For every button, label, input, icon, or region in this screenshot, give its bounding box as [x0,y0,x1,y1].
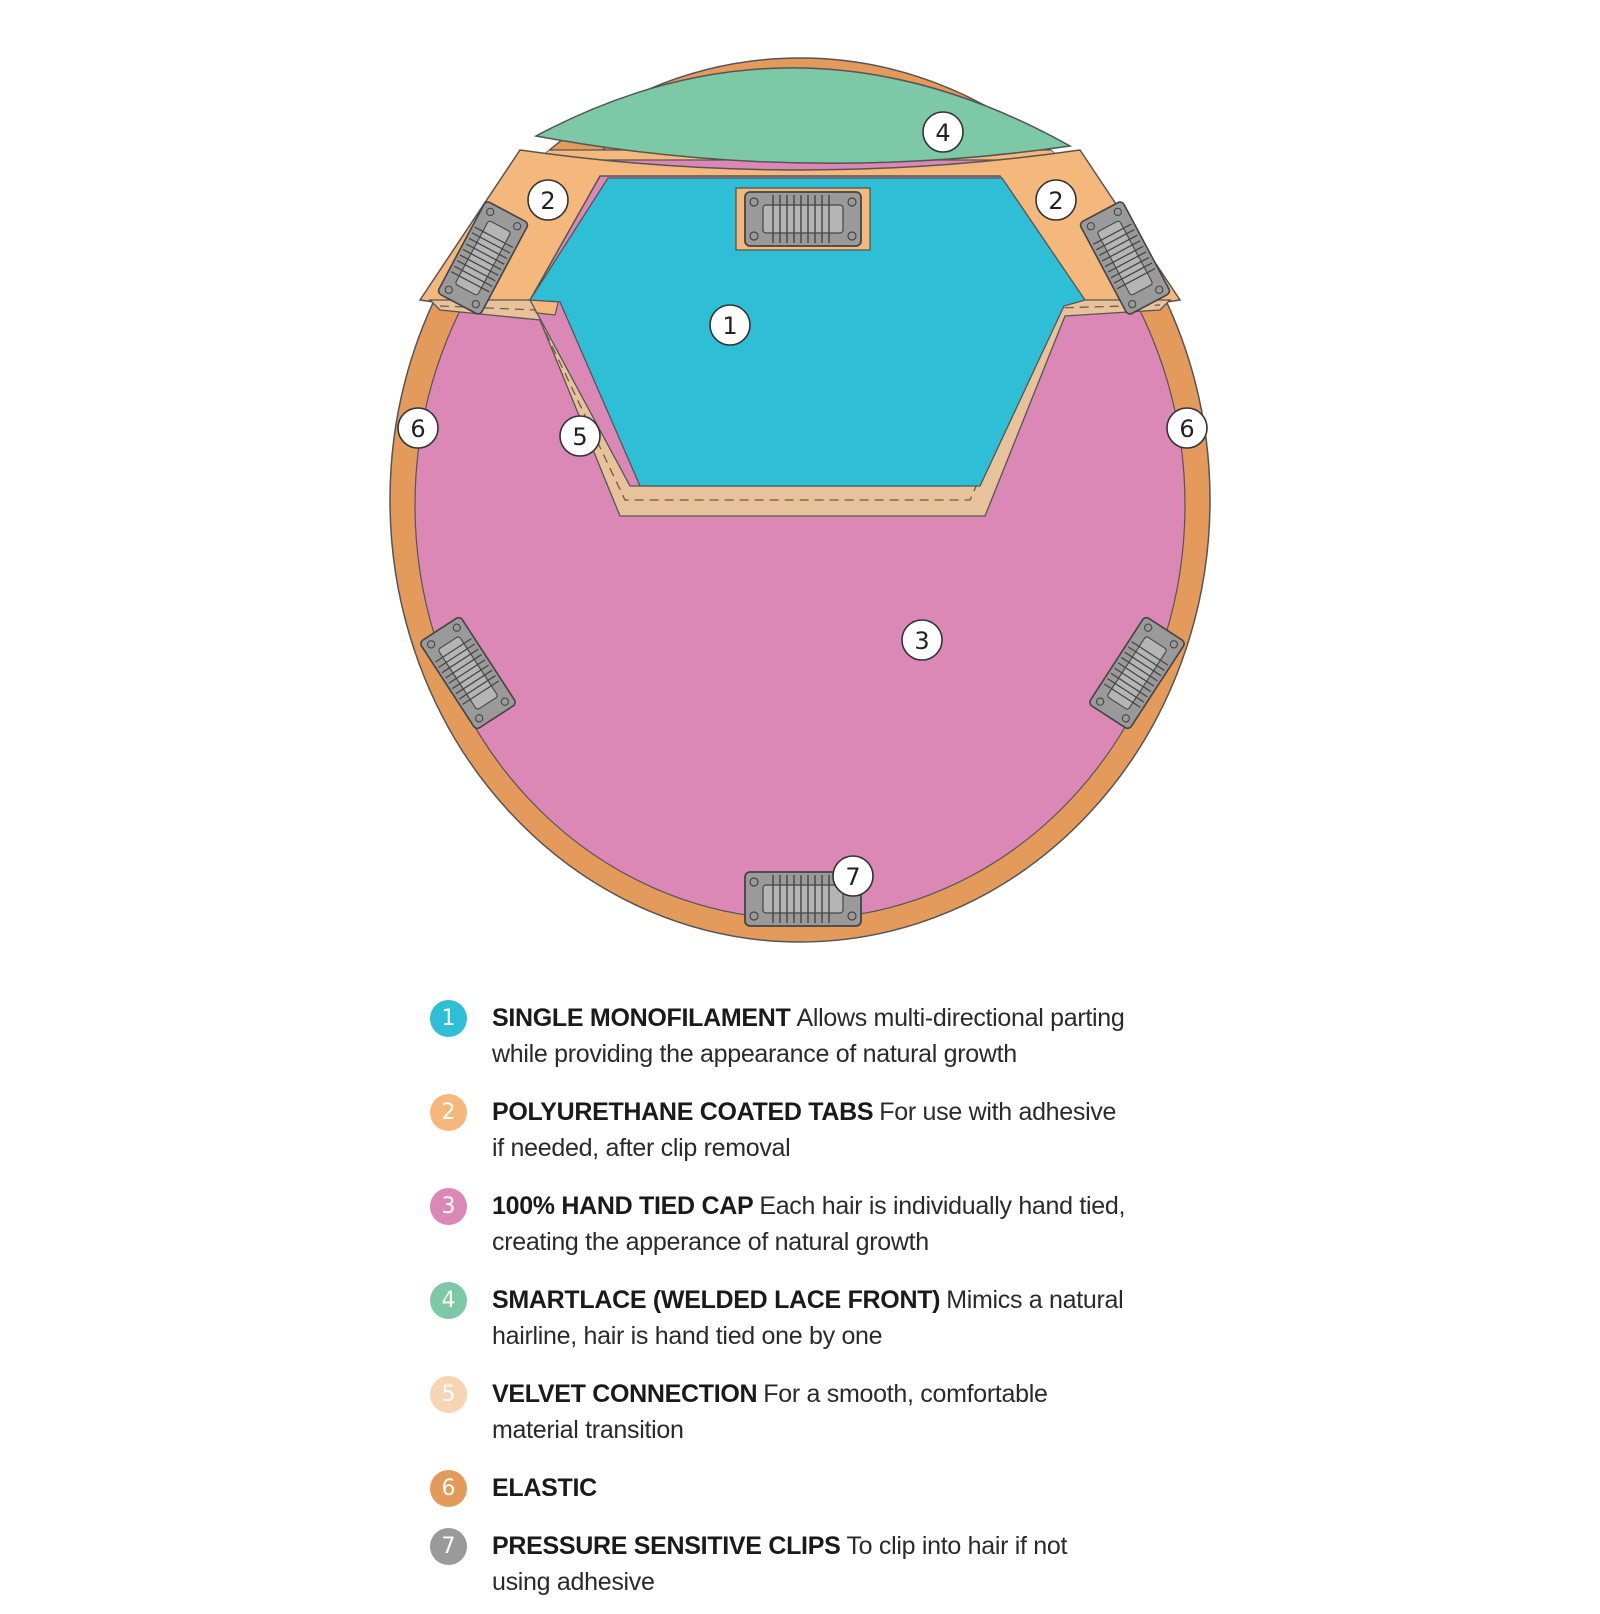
legend-desc-line1: To clip into hair if not [846,1532,1068,1560]
legend-item-hand-tied [430,1188,1210,1260]
legend-text [492,1094,1210,1166]
legend-item-clips [430,1528,1210,1600]
legend-text [492,1470,1210,1506]
marker-6-left [398,408,438,448]
legend-badge: 4 [430,1282,467,1319]
legend-badge: 6 [430,1470,467,1507]
svg-text:2: 2 [1048,187,1064,215]
legend-desc-line1: Allows multi-directional parting [796,1004,1125,1032]
legend-title: ELASTIC [492,1474,597,1502]
marker-2-right [1036,180,1076,220]
legend-title: SINGLE MONOFILAMENT [492,1004,791,1032]
legend-badge: 7 [430,1528,467,1565]
marker-3 [902,620,942,660]
legend-item-elastic [430,1470,1210,1506]
marker-1 [710,305,750,345]
marker-2-left [528,180,568,220]
legend-badge: 2 [430,1094,467,1131]
legend-text [492,1188,1210,1260]
legend-text [492,1282,1210,1354]
marker-7 [833,856,873,896]
svg-text:6: 6 [1179,415,1195,443]
legend-desc-line2: hairline, hair is hand tied one by one [492,1322,883,1350]
legend-item-tabs [430,1094,1210,1166]
legend-title: PRESSURE SENSITIVE CLIPS [492,1532,841,1560]
svg-text:7: 7 [845,863,861,891]
svg-text:3: 3 [914,627,930,655]
legend-desc-line2: while providing the appearance of natural growth [492,1040,1017,1068]
legend-desc-line1: Mimics a natural [946,1286,1124,1314]
legend-desc-line1: For a smooth, comfortable [763,1380,1048,1408]
legend-item-smartlace [430,1282,1210,1354]
legend-desc-line1: Each hair is individually hand tied, [759,1192,1126,1220]
legend-desc-line1: For use with adhesive [879,1098,1117,1126]
legend [430,1000,1210,1614]
legend-text [492,1000,1210,1072]
legend-title: VELVET CONNECTION [492,1380,758,1408]
legend-item-monofilament [430,1000,1210,1072]
legend-desc-line2: using adhesive [492,1568,655,1596]
svg-text:6: 6 [410,415,426,443]
smartlace-front-region [536,68,1070,163]
legend-text [492,1528,1210,1600]
legend-title: POLYURETHANE COATED TABS [492,1098,874,1126]
legend-desc-line2: if needed, after clip removal [492,1134,791,1162]
svg-text:2: 2 [540,187,556,215]
svg-text:5: 5 [572,423,588,451]
legend-title: SMARTLACE (WELDED LACE FRONT) [492,1286,941,1314]
legend-title: 100% HAND TIED CAP [492,1192,754,1220]
legend-badge: 3 [430,1188,467,1225]
legend-badge: 1 [430,1000,467,1037]
wig-cap [390,58,1210,942]
hair-clip-icon [745,192,861,246]
legend-badge: 5 [430,1376,467,1413]
svg-text:1: 1 [722,312,738,340]
legend-text [492,1376,1210,1448]
marker-5 [560,416,600,456]
marker-6-right [1167,408,1207,448]
legend-item-velvet [430,1376,1210,1448]
svg-text:4: 4 [935,119,951,147]
legend-desc-line2: creating the apperance of natural growth [492,1228,929,1256]
legend-desc-line2: material transition [492,1416,684,1444]
marker-4 [923,112,963,152]
